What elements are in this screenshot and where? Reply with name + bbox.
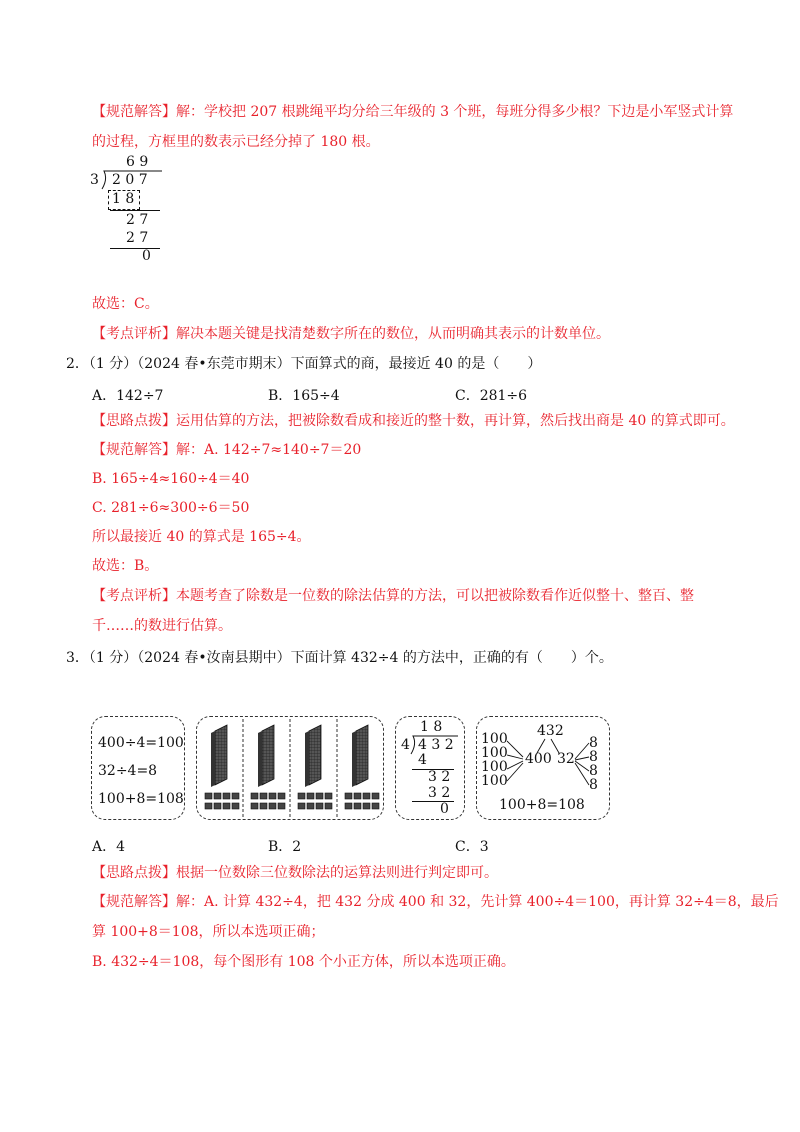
hundred-block-2 <box>258 725 274 787</box>
q2-conclusion: 所以最接近 40 的算式是 165÷4。 <box>92 529 311 545</box>
method-box-3 <box>395 716 465 820</box>
cube-blocks-diagram <box>197 717 383 819</box>
quotient: 6 9 <box>126 154 149 170</box>
box4-left-2: 100 <box>481 745 508 761</box>
box4-top: 432 <box>537 723 564 739</box>
box4-right-2: 8 <box>589 749 598 765</box>
q2-analysis-2: 千……的数进行估算。 <box>92 618 232 634</box>
sub-1: 2 7 <box>126 212 149 228</box>
method-box-2 <box>196 716 384 820</box>
answer-1: 故选：C。 <box>92 296 159 312</box>
box3-divisor: 4 <box>401 737 410 753</box>
q2-option-c: C．281÷6 <box>455 388 528 404</box>
box4-left-1: 100 <box>481 731 508 747</box>
box4-left-4: 100 <box>481 773 508 789</box>
remainder: 0 <box>142 248 151 264</box>
hundred-block-1 <box>211 725 227 787</box>
question-2-stem: 2．（1 分）（2024 春•东莞市期末）下面算式的商，最接近 40 的是（ ） <box>66 356 542 372</box>
box3-quotient: 1 8 <box>420 719 443 735</box>
rule-line <box>110 210 160 211</box>
box4-right-4: 8 <box>589 777 598 793</box>
box3-dividend: 4 3 2 <box>418 737 454 753</box>
q3-option-b: B．2 <box>268 839 302 855</box>
q3-option-c: C．3 <box>455 839 489 855</box>
box3-sub-1: 4 <box>418 752 427 768</box>
q2-option-a: A．142÷7 <box>92 388 164 404</box>
unit-cubes <box>205 793 379 809</box>
q3-solution-1: 【规范解答】解：A. 计算 432÷4，把 432 分成 400 和 32，先计算 400÷4＝100，再计算 32÷4＝8，最后 <box>92 894 779 910</box>
box1-line-1: 400÷4=100 <box>98 735 184 751</box>
q2-hint: 【思路点拨】运用估算的方法，把被除数看成和接近的整十数，再计算，然后找出商是 40 的算式即可。 <box>92 413 735 429</box>
boxed-value: 1 8 <box>112 191 135 207</box>
long-division-207 <box>88 152 178 264</box>
method-box-1 <box>91 716 185 820</box>
q2-solution-b: B. 165÷4≈160÷4＝40 <box>92 471 250 487</box>
q3-solution-3: B. 432÷4＝108，每个图形有 108 个小正方体，所以本选项正确。 <box>92 954 515 970</box>
sub-2: 2 7 <box>126 230 149 246</box>
box3-sub-2: 3 2 <box>428 785 451 801</box>
method-box-4 <box>476 716 610 820</box>
box4-bottom: 100+8=108 <box>499 797 585 813</box>
rule-line <box>110 248 160 249</box>
box4-right-1: 8 <box>589 735 598 751</box>
hundred-block-3 <box>305 725 321 787</box>
box4-left-3: 100 <box>481 759 508 775</box>
solution-line-2: 的过程，方框里的数表示已经分掉了 180 根。 <box>92 134 380 150</box>
hundred-block-4 <box>352 725 368 787</box>
solution-line-1: 【规范解答】解：学校把 207 根跳绳平均分给三年级的 3 个班，每班分得多少根？下边是小军竖式计算 <box>92 104 734 120</box>
divisor: 3 <box>90 172 99 188</box>
q2-answer: 故选：B。 <box>92 558 159 574</box>
q3-option-a: A．4 <box>92 839 126 855</box>
box1-line-2: 32÷4=8 <box>98 763 158 779</box>
box1-line-3: 100+8=108 <box>98 791 184 807</box>
dividend: 2 0 7 <box>112 172 148 188</box>
q2-analysis-1: 【考点评析】本题考查了除数是一位数的除法估算的方法，可以把被除数看作近似整十、整百、整 <box>92 588 694 604</box>
box3-mid: 3 2 <box>428 769 451 785</box>
q3-hint: 【思路点拨】根据一位数除三位数除法的运算法则进行判定即可。 <box>92 865 498 881</box>
analysis-1: 【考点评析】解决本题关键是找清楚数字所在的数位，从而明确其表示的计数单位。 <box>92 326 610 342</box>
q3-solution-2: 算 100+8＝108，所以本选项正确； <box>92 924 325 940</box>
box4-center-left: 400 <box>525 751 552 767</box>
q2-solution-a: 【规范解答】解：A. 142÷7≈140÷7＝20 <box>92 442 362 458</box>
question-3-stem: 3．（1 分）（2024 春•汝南县期中）下面计算 432÷4 的方法中，正确的有（ ）个。 <box>66 650 613 666</box>
box3-remainder: 0 <box>440 801 449 817</box>
q2-option-b: B．165÷4 <box>268 388 340 404</box>
box4-center-right: 32 <box>557 751 575 767</box>
box4-right-3: 8 <box>589 763 598 779</box>
q2-solution-c: C. 281÷6≈300÷6＝50 <box>92 500 250 516</box>
